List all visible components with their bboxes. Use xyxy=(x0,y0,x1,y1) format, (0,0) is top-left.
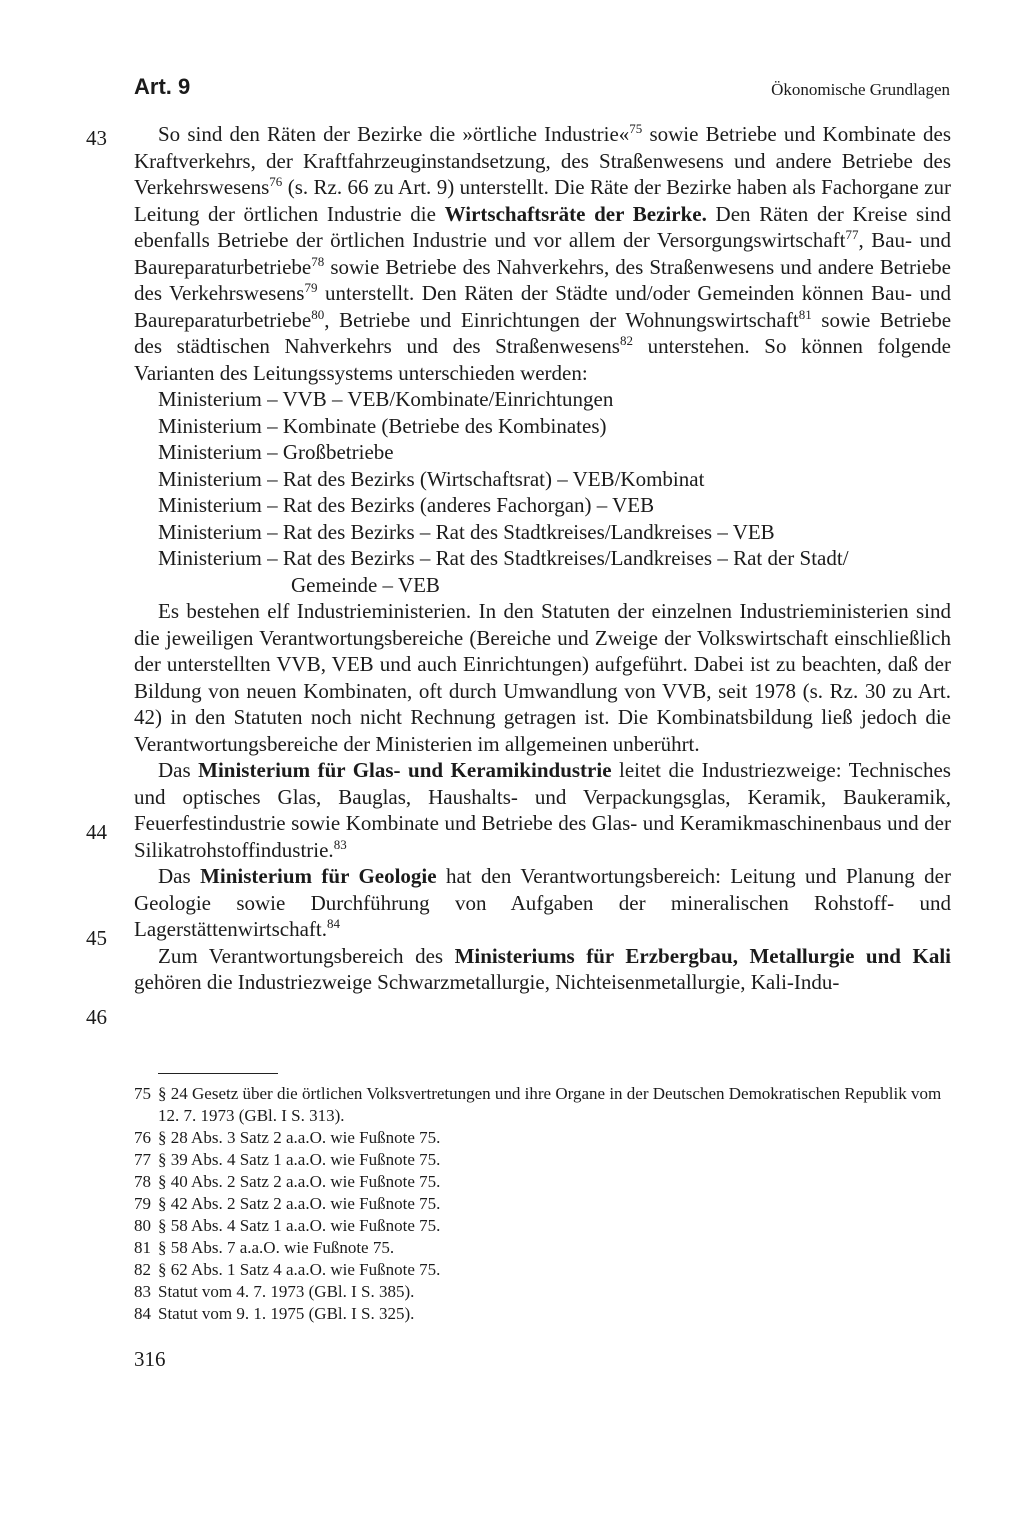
text-run: unterstehen. So können folgende Varianten des Leitungssystems unterschieden werden: xyxy=(134,334,951,385)
text-run: Das xyxy=(158,758,199,782)
bold-term: Wirtschaftsräte der Bezirke. xyxy=(444,201,707,226)
footnote-divider xyxy=(158,1073,278,1074)
footnote-number: 82 xyxy=(134,1260,151,1279)
body-text xyxy=(134,121,951,996)
margin-number-44: 44 xyxy=(86,820,107,844)
footnote-item xyxy=(134,1149,951,1171)
text-run: Das xyxy=(158,864,201,888)
text-run: hat den Verantwortungsbereich: Leitung und Planung der Geologie sowie Durchführung von Aufgaben der mineralischen Rohstoff- und Lagerstättenwirtschaft. xyxy=(134,864,951,941)
text-run: (s. Rz. 66 zu Art. 9) unterstellt. Die Räte der Bezirke haben als Fachorgane zur Leitung der örtlichen Industrie die xyxy=(134,175,951,226)
footnote-number: 75 xyxy=(134,1084,151,1103)
list-item: Ministerium – Rat des Bezirks (anderes Fachorgan) – VEB xyxy=(158,493,655,517)
footnote-ref-79[interactable]: 79 xyxy=(304,280,318,295)
margin-number-45: 45 xyxy=(86,926,107,950)
list-item: Ministerium – Rat des Bezirks – Rat des Stadtkreises/Landkreises – VEB xyxy=(158,519,775,544)
footnote-ref-84[interactable]: 84 xyxy=(327,916,340,931)
footnote-number: 84 xyxy=(134,1304,151,1323)
bold-term: Ministerium für Glas- und Keramikindustrie xyxy=(198,758,612,782)
footnote-text: § 58 Abs. 7 a.a.O. wie Fußnote 75. xyxy=(158,1238,395,1257)
footnote-item xyxy=(134,1215,951,1237)
footnote-text: Statut vom 4. 7. 1973 (GBl. I S. 385). xyxy=(158,1282,415,1301)
footnote-item xyxy=(134,1303,951,1325)
footnote-text: § 40 Abs. 2 Satz 2 a.a.O. wie Fußnote 75. xyxy=(158,1172,441,1191)
footnote-ref-82[interactable]: 82 xyxy=(619,333,633,348)
text-run: , Bau- und Baureparaturbetriebe xyxy=(134,228,951,279)
running-head-section: Ökonomische Grundlagen xyxy=(771,80,950,99)
text-run: leitet die Industriezweige: Technisches und optisches Glas, Bauglas, Haushalts- und Verpackungsglas, Keramik, Baukeramik, Feuerfestindustrie sowie Kombinate und Betriebe des Glas- und Keramikmaschinenbaus und der Silikatrohstoffindustrie. xyxy=(134,758,951,862)
running-head-article: Art. 9 xyxy=(134,74,191,99)
footnote-item xyxy=(134,1171,951,1193)
footnote-text: § 39 Abs. 4 Satz 1 a.a.O. wie Fußnote 75. xyxy=(158,1150,441,1169)
footnote-ref-80[interactable]: 80 xyxy=(311,306,325,322)
footnote-number: 83 xyxy=(134,1282,151,1301)
list-item: Ministerium – Rat des Bezirks (Wirtschaftsrat) – VEB/Kombinat xyxy=(158,466,705,491)
footnote-item xyxy=(134,1259,951,1281)
footnote-text: Statut vom 9. 1. 1975 (GBl. I S. 325). xyxy=(158,1304,415,1323)
footnote-ref-83[interactable]: 83 xyxy=(333,836,347,852)
text-run: gehören die Industriezweige Schwarzmetallurgie, Nichteisenmetallurgie, Kali-Indu- xyxy=(134,970,840,994)
footnote-text: § 28 Abs. 3 Satz 2 a.a.O. wie Fußnote 75. xyxy=(158,1128,441,1147)
footnote-item xyxy=(134,1193,951,1215)
paragraph-46 xyxy=(134,943,951,996)
footnote-item xyxy=(134,1281,951,1303)
footnote-text: § 62 Abs. 1 Satz 4 a.a.O. wie Fußnote 75. xyxy=(158,1260,441,1279)
footnote-number: 76 xyxy=(134,1128,151,1147)
footnotes xyxy=(134,1083,951,1325)
list-item-continuation: Gemeinde – VEB xyxy=(291,572,440,597)
bold-term: Ministerium für Geologie xyxy=(200,864,437,888)
footnote-number: 77 xyxy=(134,1150,151,1169)
paragraph-43-continued: Es bestehen elf Industrieministerien. In den Statuten der einzelnen Industrieministerien sind die jeweiligen Verantwortungsbereiche (Bereiche und Zweige der Volkswirtschaft einschließlich der unterstellten VVB, VEB und auch Einrichtungen) aufgeführt. Dabei ist zu beachten, daß der Bildung von neuen Kombinaten, oft durch Umwandlung von VVB, seit 1978 (s. Rz. 30 zu Art. 42) in den Statuten noch nicht Rechnung getragen ist. Die Kombinatsbildung ließ jedoch die Verantwortungsbereiche der Ministerien im allgemeinen unberührt. xyxy=(134,599,951,756)
margin-number-43: 43 xyxy=(86,126,107,150)
list-item: Ministerium – VVB – VEB/Kombinate/Einrichtungen xyxy=(158,387,614,411)
paragraph-43 xyxy=(134,121,951,386)
hierarchy-list xyxy=(134,386,951,598)
footnote-ref-76[interactable]: 76 xyxy=(269,174,283,189)
footnote-number: 81 xyxy=(134,1238,151,1257)
footnote-text: § 58 Abs. 4 Satz 1 a.a.O. wie Fußnote 75. xyxy=(158,1216,441,1235)
text-run: sowie Betriebe des städtischen Nahverkehrs und des Straßenwesens xyxy=(134,307,952,358)
text-run: sowie Betriebe und Kombinate des Kraftverkehrs, der Kraftfahrzeuginstandsetzung, des Straßenwesens und andere Betriebe des Verkehrswesens xyxy=(134,122,952,199)
footnote-text: § 24 Gesetz über die örtlichen Volksvertretungen und ihre Organe in der Deutschen Demokratischen Republik vom 12. 7. 1973 (GBl. I S. 313). xyxy=(158,1084,942,1125)
footnote-ref-75[interactable]: 75 xyxy=(629,121,643,136)
footnote-ref-78[interactable]: 78 xyxy=(311,253,325,269)
list-item: Ministerium – Rat des Bezirks – Rat des Stadtkreises/Landkreises – Rat der Stadt/ xyxy=(158,546,849,570)
footnote-text: § 42 Abs. 2 Satz 2 a.a.O. wie Fußnote 75. xyxy=(158,1194,441,1213)
paragraph-45 xyxy=(134,863,951,943)
footnote-number: 80 xyxy=(134,1216,151,1235)
text-run: , Betriebe und Einrichtungen der Wohnungswirtschaft xyxy=(324,307,799,332)
footnote-item xyxy=(134,1127,951,1149)
footnote-number: 78 xyxy=(134,1172,151,1191)
margin-number-46: 46 xyxy=(86,1005,107,1029)
text-run: unterstellt. Den Räten der Städte und/oder Gemeinden können Bau- und Baureparaturbetriebe xyxy=(134,281,951,332)
list-item: Ministerium – Großbetriebe xyxy=(158,440,394,464)
footnote-ref-81[interactable]: 81 xyxy=(798,306,812,322)
list-item: Ministerium – Kombinate (Betriebe des Kombinates) xyxy=(158,413,607,438)
footnote-item xyxy=(134,1083,951,1127)
text-run: Zum Verantwortungsbereich des xyxy=(158,943,455,968)
paragraph-44 xyxy=(134,757,951,863)
page-number: 316 xyxy=(134,1347,166,1371)
footnote-ref-77[interactable]: 77 xyxy=(845,227,859,242)
text-run: Den Räten der Kreise sind ebenfalls Betriebe der örtlichen Industrie und vor allem der Versorgungswirtschaft xyxy=(134,201,951,252)
text-run: So sind den Räten der Bezirke die »örtliche Industrie« xyxy=(158,122,630,146)
footnote-number: 79 xyxy=(134,1194,151,1213)
bold-term: Ministeriums für Erzbergbau, Metallurgie und Kali xyxy=(454,943,951,968)
text-run: sowie Betriebe des Nahverkehrs, des Straßenwesens und andere Betriebe des Verkehrswesens xyxy=(134,254,951,305)
footnote-item xyxy=(134,1237,951,1259)
